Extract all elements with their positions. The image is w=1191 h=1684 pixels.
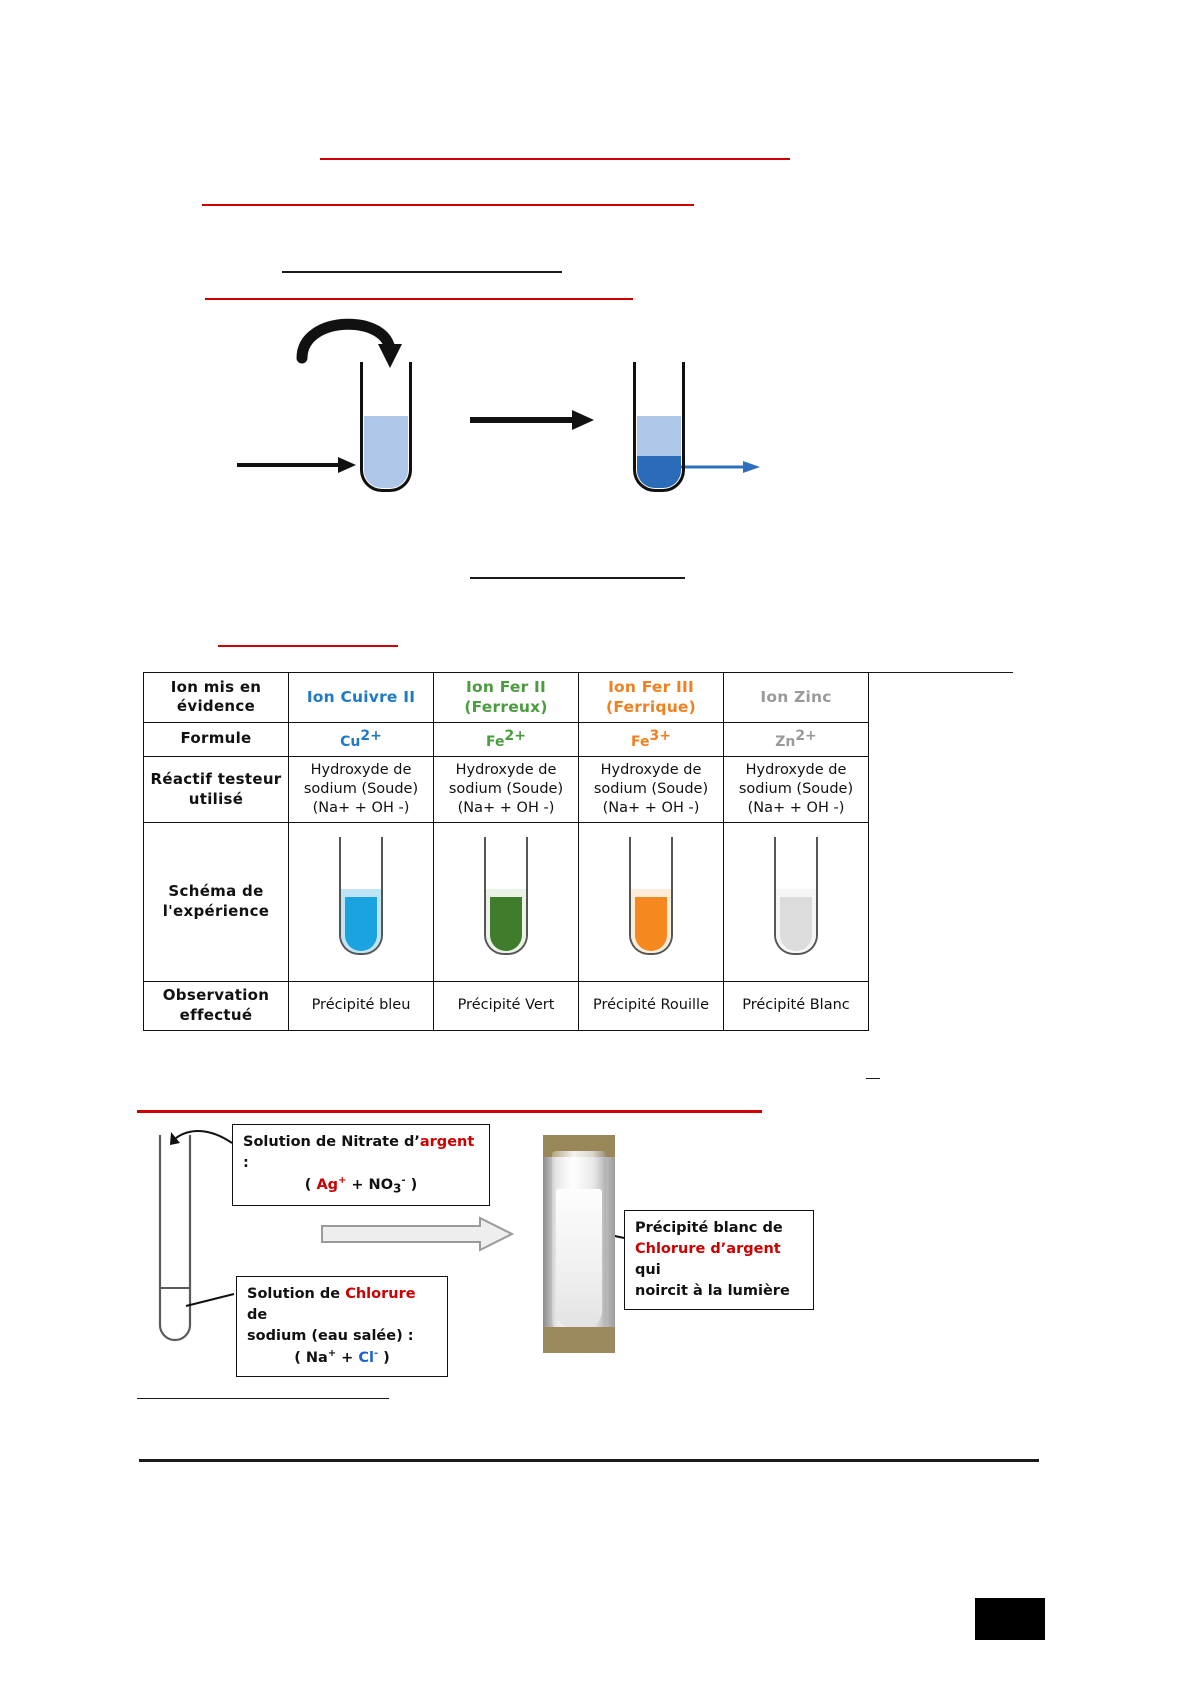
reactif-ferIII-l3: (Na+ + OH -) <box>602 800 700 817</box>
callout-nitrate-l2sup2: - <box>401 1175 406 1187</box>
cell-formule-ferIII <box>579 722 724 756</box>
callout-nitrate-l2d: ) <box>405 1176 418 1193</box>
callout-chlorure-line1 <box>247 1284 437 1326</box>
callout-chlorure-line3 <box>247 1347 437 1369</box>
schema-reaction-precipitation <box>0 300 1191 530</box>
cell-reactif-cuivre <box>289 756 434 822</box>
cell-ion-name-zinc <box>724 673 869 723</box>
callout-precipite-blanc <box>624 1210 814 1310</box>
leader-nitrate-head <box>170 1132 180 1145</box>
reactif-zinc-l3: (Na+ + OH -) <box>747 800 845 817</box>
cell-observation-ferIII: Précipité Rouille <box>579 982 724 1031</box>
callout-nitrate-l2b: Ag <box>316 1176 339 1193</box>
reactif-ferIII-l2: sodium (Soude) <box>593 780 709 797</box>
cell-observation-cuivre: Précipité bleu <box>289 982 434 1031</box>
leader-nitrate <box>176 1131 232 1143</box>
table-row-reactif <box>144 756 869 822</box>
cell-ion-name-cuivre <box>289 673 434 723</box>
callout-nitrate-argent <box>232 1124 490 1206</box>
callout-result-line2 <box>635 1239 803 1281</box>
photo-white-precipitate <box>556 1189 602 1329</box>
table-bottom-tick <box>866 1078 880 1079</box>
table-row-schema <box>144 823 869 982</box>
callout-nitrate-l2sub: 3 <box>393 1181 402 1196</box>
table-row-formule <box>144 722 869 756</box>
photo-precipite-chlorure-argent <box>543 1135 615 1353</box>
rowhead-schema <box>144 823 289 982</box>
reactif-cuivre-l2: sodium (Soude) <box>303 780 419 797</box>
table-row-observation <box>144 982 869 1031</box>
leader-chlorure <box>186 1294 234 1306</box>
ion-name-ferIII: Ion Fer III <box>608 678 694 696</box>
footer-rule <box>139 1459 1039 1462</box>
table-top-extension <box>868 672 1013 673</box>
rowhead-ion-line: Ion mis en évidence <box>170 677 262 716</box>
callout-result-line1: Précipité blanc de <box>635 1220 783 1236</box>
heading-rule-8 <box>137 1398 389 1399</box>
formule-ferIII-charge: 3+ <box>649 727 671 744</box>
reactif-zinc-l2: sodium (Soude) <box>738 780 854 797</box>
ion-name-ferIII-sub: (Ferrique) <box>606 698 696 717</box>
callout-result-line3: noircit à la lumière <box>635 1283 790 1300</box>
cell-schema-ferII <box>434 823 579 982</box>
formule-ferIII-base: Fe <box>631 733 650 750</box>
reactif-cuivre-l1: Hydroxyde de <box>310 761 412 778</box>
heading-rule-1 <box>320 158 790 160</box>
reactif-ferII-l1: Hydroxyde de <box>455 761 557 778</box>
formule-ferII-charge: 2+ <box>504 727 526 744</box>
rowhead-observation-line: Observation effectué <box>162 986 270 1025</box>
left-arrow-head <box>338 457 356 473</box>
formule-cuivre-base: Cu <box>340 733 361 750</box>
cell-formule-zinc <box>724 722 869 756</box>
callout-nitrate-l2a: ( <box>304 1176 317 1193</box>
formule-cuivre-charge: 2+ <box>360 727 382 744</box>
callout-chlorure-l3sup2: - <box>373 1348 379 1360</box>
callout-nitrate-l2sup: + <box>338 1175 347 1187</box>
heading-rule-6 <box>218 645 398 647</box>
reactif-ferII-l2: sodium (Soude) <box>448 780 564 797</box>
callout-result-l2b: qui <box>635 1262 661 1279</box>
middle-arrow-head <box>572 410 594 430</box>
mini-test-tube-cuivre <box>339 837 383 955</box>
formule-ferII-base: Fe <box>486 733 505 750</box>
callout-chlorure-l1a: Solution de <box>247 1286 346 1302</box>
rowhead-schema-line: Schéma de l'expérience <box>162 882 270 921</box>
reactif-ferII-l3: (Na+ + OH -) <box>457 800 555 817</box>
callout-nitrate-l1a: Solution de Nitrate d’ <box>243 1134 420 1150</box>
rowhead-formule: Formule <box>144 722 289 756</box>
callout-chlorure-l3a: ( Na <box>294 1349 328 1366</box>
reactif-zinc-l1: Hydroxyde de <box>745 761 847 778</box>
mini-test-tube-ferII <box>484 837 528 955</box>
heading-rule-5 <box>470 577 685 579</box>
formule-zinc-base: Zn <box>775 733 796 750</box>
tableau-identification-des-ions <box>143 672 869 1031</box>
test-tube-left-liquid <box>364 416 408 488</box>
transformation-arrow <box>322 1218 512 1250</box>
ion-name-ferII: Ion Fer II <box>466 678 546 696</box>
cell-formule-ferII <box>434 722 579 756</box>
reactif-ferIII-l1: Hydroxyde de <box>600 761 702 778</box>
test-tube-right-precipitate <box>637 456 681 488</box>
cell-schema-ferIII <box>579 823 724 982</box>
callout-nitrate-l1c: : <box>243 1155 249 1172</box>
mini-tube-precipitate-cuivre <box>345 897 377 951</box>
cell-reactif-zinc <box>724 756 869 822</box>
cell-observation-ferII: Précipité Vert <box>434 982 579 1031</box>
cell-schema-zinc <box>724 823 869 982</box>
cell-observation-zinc: Précipité Blanc <box>724 982 869 1031</box>
rowhead-ion <box>144 673 289 723</box>
cell-schema-cuivre <box>289 823 434 982</box>
mini-test-tube-zinc <box>774 837 818 955</box>
cell-ion-name-ferII <box>434 673 579 723</box>
ion-name-cuivre: Ion Cuivre II <box>306 688 416 707</box>
formule-zinc-charge: 2+ <box>795 727 817 744</box>
photo-bottom-band <box>543 1327 615 1353</box>
callout-chlorure-l3c: Cl <box>358 1349 374 1366</box>
cell-reactif-ferIII <box>579 756 724 822</box>
heading-rule-2 <box>202 204 694 206</box>
callout-chlorure-l3b: + <box>336 1349 359 1366</box>
callout-nitrate-line2 <box>243 1174 479 1198</box>
ion-name-zinc: Ion Zinc <box>760 688 832 707</box>
reactif-cuivre-l3: (Na+ + OH -) <box>312 800 410 817</box>
callout-nitrate-line1 <box>243 1132 479 1174</box>
callout-nitrate-l1b: argent <box>419 1134 475 1150</box>
mini-tube-precipitate-ferIII <box>635 897 667 951</box>
tall-test-tube <box>160 1135 190 1340</box>
callout-chlorure-l3sup: + <box>327 1348 337 1360</box>
right-arrow-head <box>743 461 760 473</box>
table-row-ion-name <box>144 673 869 723</box>
mini-tube-precipitate-zinc <box>780 897 812 951</box>
test-tube-left <box>360 362 412 492</box>
pour-arrow-curve <box>302 324 390 358</box>
callout-chlorure-l1c: de <box>247 1307 268 1324</box>
mini-tube-precipitate-ferII <box>490 897 522 951</box>
rowhead-observation <box>144 982 289 1031</box>
mini-test-tube-ferIII <box>629 837 673 955</box>
callout-chlorure-l3d: ) <box>378 1349 390 1366</box>
heading-rule-3 <box>282 271 562 273</box>
rowhead-reactif: Réactif testeur utilisé <box>144 756 289 822</box>
callout-chlorure-line2: sodium (eau salée) : <box>247 1328 414 1345</box>
callout-result-l2a: Chlorure d’argent <box>635 1241 781 1258</box>
diagram-svg <box>0 300 1191 530</box>
footer-black-marker <box>975 1598 1045 1640</box>
test-tube-right <box>633 362 685 492</box>
cell-formule-cuivre <box>289 722 434 756</box>
cell-ion-name-ferIII <box>579 673 724 723</box>
callout-nitrate-l2c: + NO <box>346 1176 394 1193</box>
callout-chlorure-l1b: Chlorure <box>345 1286 416 1302</box>
cell-reactif-ferII <box>434 756 579 822</box>
callout-chlorure-sodium <box>236 1276 448 1377</box>
ion-name-ferII-sub: (Ferreux) <box>464 698 548 717</box>
